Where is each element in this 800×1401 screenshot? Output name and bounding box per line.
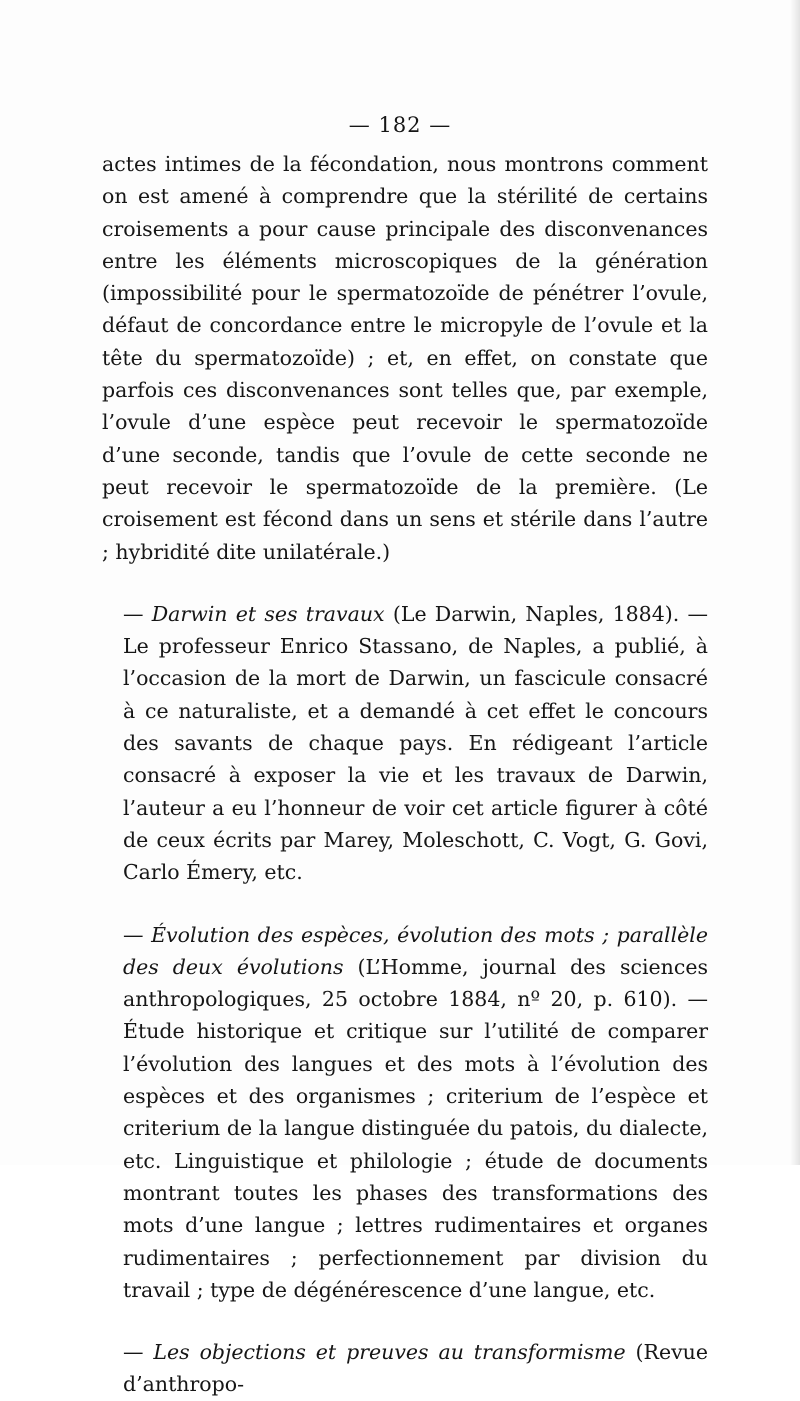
paragraph-4-lead: — bbox=[123, 1340, 154, 1365]
paragraph-3-text: (L’Homme, journal des sciences anthropologiques, 25 octobre 1884, nº 20, p. 610). — Étude historique et critique sur l’utilité de comparer l’évolution des langues et des mots à l’évolution des espèces et des organismes ; criterium de l’espèce et criterium de la langue distinguée du patois, du dialecte, etc. Linguistique et philologie ; étude de documents montrant toutes les phases des transformations des mots d’une langue ; lettres rudimentaires et organes rudimentaires ; perfectionnement par division du travail ; type de dégénérescence d’une langue, etc. bbox=[123, 954, 708, 1302]
paragraph-2 bbox=[102, 598, 708, 889]
paragraph-4 bbox=[102, 1336, 708, 1401]
paragraph-2-lead: — bbox=[123, 601, 152, 626]
paragraph-3 bbox=[102, 919, 708, 1307]
paragraph-4-title: Les objections et preuves au transformisme bbox=[153, 1340, 626, 1365]
page-edge-shadow bbox=[790, 0, 800, 1165]
paragraph-1 bbox=[102, 148, 708, 568]
paragraph-3-lead: — bbox=[123, 922, 152, 947]
paragraph-2-text: (Le Darwin, Naples, 1884). — Le professeur Enrico Stassano, de Naples, a publié, à l’occasion de la mort de Darwin, un fascicule consacré à ce naturaliste, et a demandé à cet effet le concours des savants de chaque pays. En rédigeant l’article consacré à exposer la vie et les travaux de Darwin, l’auteur a eu l’honneur de voir cet article figurer à côté de ceux écrits par Marey, Moleschott, C. Vogt, G. Govi, Carlo Émery, etc. bbox=[123, 601, 708, 885]
body-text bbox=[102, 148, 708, 1401]
page-number: — 182 — bbox=[348, 113, 452, 137]
paragraph-4-text: (Revue d’anthropo- bbox=[123, 1340, 708, 1397]
paragraph-2-title: Darwin et ses travaux bbox=[151, 601, 385, 626]
paragraph-1-text: actes intimes de la fécondation, nous montrons comment on est amené à comprendre que la stérilité de certains croisements a pour cause principale des disconvenances entre les éléments microscopiques de la génération (impossibilité pour le spermatozoïde de pénétrer l’ovule, défaut de concordance entre le micropyle de l’ovule et la tête du spermatozoïde) ; et, en effet, on constate que parfois ces disconvenances sont telles que, par exemple, l’ovule d’une espèce peut recevoir le spermatozoïde d’une seconde, tandis que l’ovule de cette seconde ne peut recevoir le spermatozoïde de la première. (Le croisement est fécond dans un sens et stérile dans l’autre ; hybridité dite unilatérale.) bbox=[102, 152, 708, 564]
paragraph-3-title: Évolution des espèces, évolution des mots ; parallèle des deux évolutions bbox=[123, 922, 708, 979]
